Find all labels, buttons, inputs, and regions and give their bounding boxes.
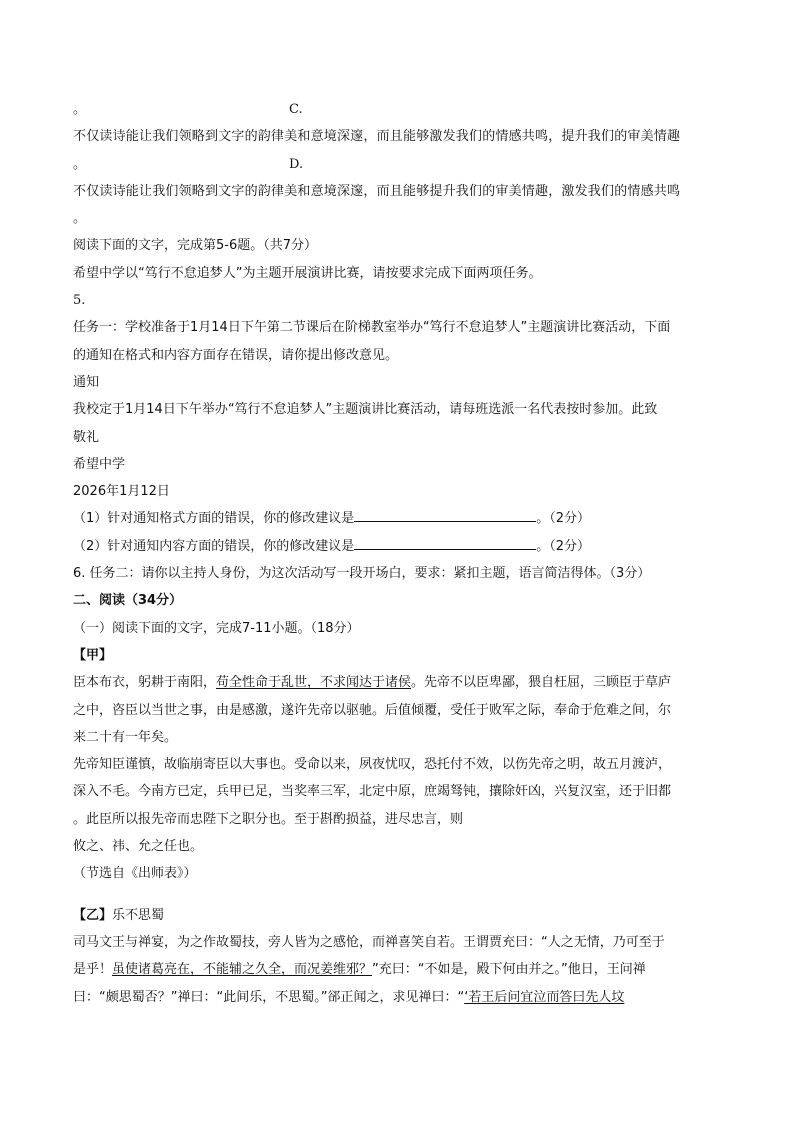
- jia-p1-line-2: 之中，咨臣以当世之事，由是感激，遂许先帝以驱驰。后值倾覆，受任于败军之际，奉命于危难之间，尔: [73, 702, 672, 718]
- question-5-number: 5.: [73, 293, 86, 309]
- yi-label: 【乙】: [73, 907, 113, 923]
- yi-underlined-sentence: 虽使诸葛亮在，不能辅之久全，而况姜维邪？: [112, 962, 373, 978]
- option-d-row: [73, 151, 723, 178]
- yi-line-2-a: 是乎！: [73, 962, 113, 978]
- notice-title: 通知: [73, 374, 100, 390]
- section-instruction: 阅读下面的文字，完成第5-6题。（共7分）: [73, 238, 318, 254]
- yi-line-1: 司马文王与禅宴，为之作故蜀技，旁人皆为之感怆，而禅喜笑自若。王谓贾充曰：“人之无情，乃可至于: [73, 934, 665, 950]
- option-d-end-mark: 。: [73, 211, 87, 227]
- part2-heading: 二、阅读（34分）: [73, 593, 183, 609]
- question-6: 6. 任务二：请你以主持人身份，为这次活动写一段开场白，要求：紧扣主题，语言简洁得体。（3分）: [73, 566, 651, 582]
- yi-title: 乐不思蜀: [112, 907, 165, 923]
- answer-blank-2[interactable]: [354, 535, 536, 550]
- jia-p2-line-3: 。此臣所以报先帝而忠陛下之职分也。至于斟酌损益，进尽忠言，则: [73, 811, 464, 827]
- option-c-lead-mark: 。: [73, 102, 87, 117]
- subquestion-2-suffix: 。（2分）: [536, 538, 591, 554]
- yi-heading: [73, 902, 723, 929]
- option-d-lead-mark: 。: [73, 156, 87, 172]
- jia-p1-line-3: 来二十有一年矣。: [73, 729, 178, 745]
- option-d-label: D.: [289, 156, 304, 172]
- option-c-label: C.: [289, 102, 303, 117]
- task1-line-2: 的通知在格式和内容方面存在错误，请你提出修改意见。: [73, 347, 399, 363]
- jia-underlined-sentence: 苟全性命于乱世，不求闻达于诸侯: [216, 675, 412, 691]
- spacer: [73, 888, 723, 902]
- exam-page: [73, 96, 723, 1011]
- notice-body: 我校定于1月14日下午举办“笃行不怠追梦人”主题演讲比赛活动，请每班选派一名代表按时参加。此致: [73, 402, 658, 418]
- yi-line-2-b: ”充曰：“不如是，殿下何由并之。”他日，王问禅: [372, 962, 646, 978]
- yi-line-2: [73, 956, 723, 983]
- subquestion-1-suffix: 。（2分）: [536, 511, 591, 527]
- notice-sender: 希望中学: [73, 456, 126, 472]
- subquestion-2: [73, 533, 723, 560]
- jia-source: （节选自《出师表》）: [73, 866, 197, 882]
- subquestion-2-prefix: （2）针对通知内容方面的错误，你的修改建议是: [73, 538, 355, 554]
- jia-p2-line-1: 先帝知臣谨慎，故临崩寄臣以大事也。受命以来，夙夜忧叹，恐托付不效，以伤先帝之明，故五月渡泸，: [73, 757, 672, 773]
- notice-date: 2026年1月12日: [73, 484, 170, 500]
- yi-line-3: [73, 984, 723, 1011]
- section-context: 希望中学以“笃行不怠追梦人”为主题开展演讲比赛，请按要求完成下面两项任务。: [73, 265, 542, 281]
- notice-salute: 敬礼: [73, 429, 100, 445]
- option-d-text: 不仅读诗能让我们领略到文字的韵律美和意境深邃，而且能够提升我们的审美情趣，激发我们的情感共鸣: [73, 183, 681, 199]
- jia-p1-line-1: [73, 669, 723, 696]
- yi-line-3-a: 曰：“颇思蜀否？”禅曰：“此间乐，不思蜀。”郤正闻之，求见禅曰：“: [73, 989, 465, 1005]
- option-c-row: [73, 96, 723, 123]
- jia-p1-text-a: 臣本布衣，躬耕于南阳，: [73, 675, 217, 691]
- jia-p2-line-2: 深入不毛。今南方已定，兵甲已足，当奖率三军，北定中原，庶竭驽钝，攘除奸凶，兴复汉室，还于旧都: [73, 784, 672, 800]
- jia-p2-line-4: 攸之、祎、允之任也。: [73, 839, 204, 855]
- answer-blank-1[interactable]: [354, 507, 536, 522]
- jia-label: 【甲】: [73, 647, 113, 663]
- part2-sub-instruction: （一）阅读下面的文字，完成7-11小题。（18分）: [73, 620, 360, 636]
- subquestion-1-prefix: （1）针对通知格式方面的错误，你的修改建议是: [73, 511, 355, 527]
- option-c-text: 不仅读诗能让我们领略到文字的韵律美和意境深邃，而且能够激发我们的情感共鸣，提升我们的审美情趣: [73, 129, 681, 145]
- subquestion-1: [73, 505, 723, 532]
- yi-underlined-sentence-2: ‘若王后问宜泣而答曰先人坟: [464, 989, 625, 1005]
- jia-p1-text-b: 。先帝不以臣卑鄙，猥自枉屈，三顾臣于草庐: [411, 675, 672, 691]
- task1-line-1: 任务一：学校准备于1月14日下午第二节课后在阶梯教室举办“笃行不怠追梦人”主题演讲比赛活动，下面: [73, 320, 671, 336]
